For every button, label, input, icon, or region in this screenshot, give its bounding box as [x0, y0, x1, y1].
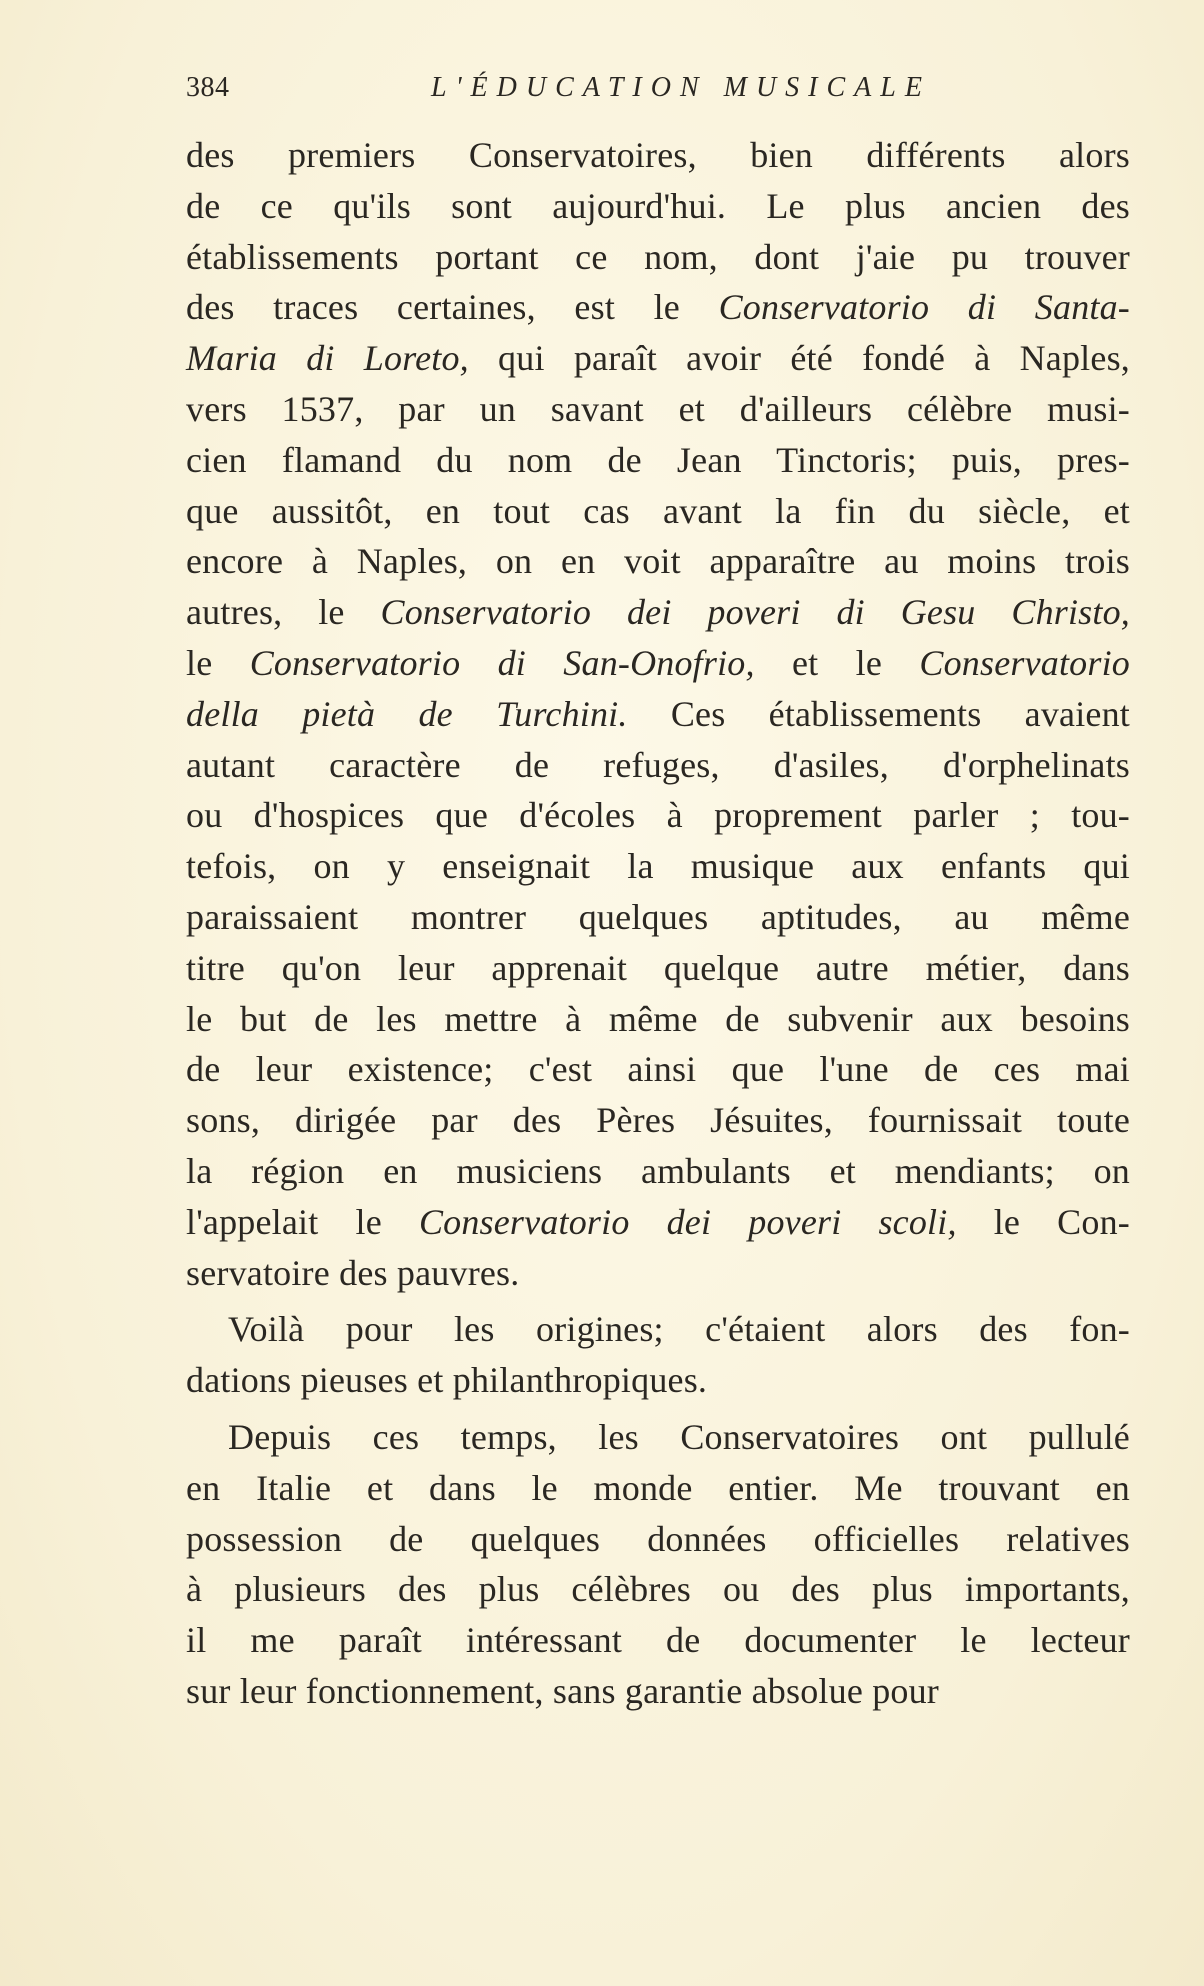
text-run: servatoire des pauvres.: [186, 1252, 520, 1293]
text-line: [186, 994, 1130, 1045]
running-head: [186, 72, 1130, 120]
text-line: [186, 486, 1130, 537]
text-run: l'appelait le: [186, 1201, 419, 1242]
text-line: [186, 435, 1130, 486]
text-line: [186, 689, 1130, 740]
text-run: tefois, on y enseignait la musique aux enfants qui: [186, 846, 1130, 887]
body-text: [186, 130, 1130, 1717]
text-run: en Italie et dans le monde entier. Me trouvant en: [186, 1467, 1130, 1508]
italic-run: Conservatorio dei poveri di Gesu Christo,: [380, 592, 1130, 633]
text-line: [186, 892, 1130, 943]
text-line: [186, 1248, 1130, 1299]
page-number: 384: [186, 72, 230, 103]
italic-run: Conservatorio di Santa-: [718, 287, 1130, 328]
text-run: autant caractère de refuges, d'asiles, d'orphelinats: [186, 744, 1130, 785]
text-run: établissements portant ce nom, dont j'aie pu trouver: [186, 236, 1130, 277]
italic-run: Conservatorio di San-Onofrio,: [249, 642, 755, 683]
text-run: Voilà pour les origines; c'étaient alors des fon-: [228, 1309, 1130, 1350]
text-run: de leur existence; c'est ainsi que l'une de ces mai: [186, 1049, 1130, 1090]
text-line: [186, 790, 1130, 841]
text-run: que aussitôt, en tout cas avant la fin du siècle, et: [186, 490, 1130, 531]
text-line: [186, 130, 1130, 181]
text-line: [186, 1355, 1130, 1406]
text-run: encore à Naples, on en voit apparaître au moins trois: [186, 541, 1130, 582]
text-run: possession de quelques données officielles relatives: [186, 1518, 1130, 1559]
text-run: il me paraît intéressant de documenter le lecteur: [186, 1620, 1130, 1661]
text-line: [186, 232, 1130, 283]
text-line: [186, 841, 1130, 892]
text-run: et le: [754, 642, 920, 683]
italic-run: Conservatorio dei poveri scoli,: [418, 1201, 957, 1242]
text-line: [186, 1197, 1130, 1248]
text-run: à plusieurs des plus célèbres ou des plus importants,: [186, 1569, 1130, 1610]
italic-run: Maria di Loreto,: [186, 338, 469, 379]
text-line: [186, 1044, 1130, 1095]
italic-run: Conservatorio: [919, 642, 1130, 683]
text-run: titre qu'on leur apprenait quelque autre métier, dans: [186, 947, 1130, 988]
text-line: [186, 1564, 1130, 1615]
text-run: des premiers Conservatoires, bien différents alors: [186, 135, 1130, 175]
text-line: [186, 536, 1130, 587]
running-title: L'ÉDUCATION MUSICALE: [431, 72, 931, 103]
text-run: sur leur fonctionnement, sans garantie absolue pour: [186, 1670, 939, 1711]
text-run: Depuis ces temps, les Conservatoires ont pullulé: [228, 1416, 1130, 1457]
text-run: Ces établissements avaient: [627, 693, 1131, 734]
text-run: qui paraît avoir été fondé à Naples,: [468, 338, 1130, 379]
text-line: [186, 282, 1130, 333]
text-run: le but de les mettre à même de subvenir aux besoins: [186, 998, 1130, 1039]
text-line: [186, 384, 1130, 435]
text-run: ou d'hospices que d'écoles à proprement parler ; tou-: [186, 795, 1130, 836]
text-line: [186, 740, 1130, 791]
text-run: sons, dirigée par des Pères Jésuites, fournissait toute: [186, 1100, 1130, 1141]
text-run: autres, le: [186, 592, 381, 633]
text-line: [186, 1514, 1130, 1565]
text-run: vers 1537, par un savant et d'ailleurs célèbre musi-: [186, 388, 1130, 429]
italic-run: della pietà de Turchini.: [186, 693, 628, 734]
text-run: des traces certaines, est le: [186, 287, 719, 328]
text-line: [186, 943, 1130, 994]
text-line: [186, 638, 1130, 689]
text-line: [186, 1095, 1130, 1146]
text-run: le Con-: [956, 1201, 1130, 1242]
text-run: de ce qu'ils sont aujourd'hui. Le plus ancien des: [186, 185, 1130, 226]
text-run: paraissaient montrer quelques aptitudes, au même: [186, 896, 1130, 937]
text-line: [186, 587, 1130, 638]
text-line: [186, 181, 1130, 232]
text-line: [186, 1304, 1130, 1355]
text-run: le: [186, 642, 250, 683]
text-run: cien flamand du nom de Jean Tinctoris; puis, pres-: [186, 439, 1130, 480]
text-run: dations pieuses et philanthropiques.: [186, 1360, 708, 1401]
text-line: [186, 1615, 1130, 1666]
text-line: [186, 333, 1130, 384]
text-line: [186, 1412, 1130, 1463]
text-run: la région en musiciens ambulants et mendiants; on: [186, 1150, 1130, 1191]
text-line: [186, 1666, 1130, 1717]
text-line: [186, 1463, 1130, 1514]
text-line: [186, 1146, 1130, 1197]
